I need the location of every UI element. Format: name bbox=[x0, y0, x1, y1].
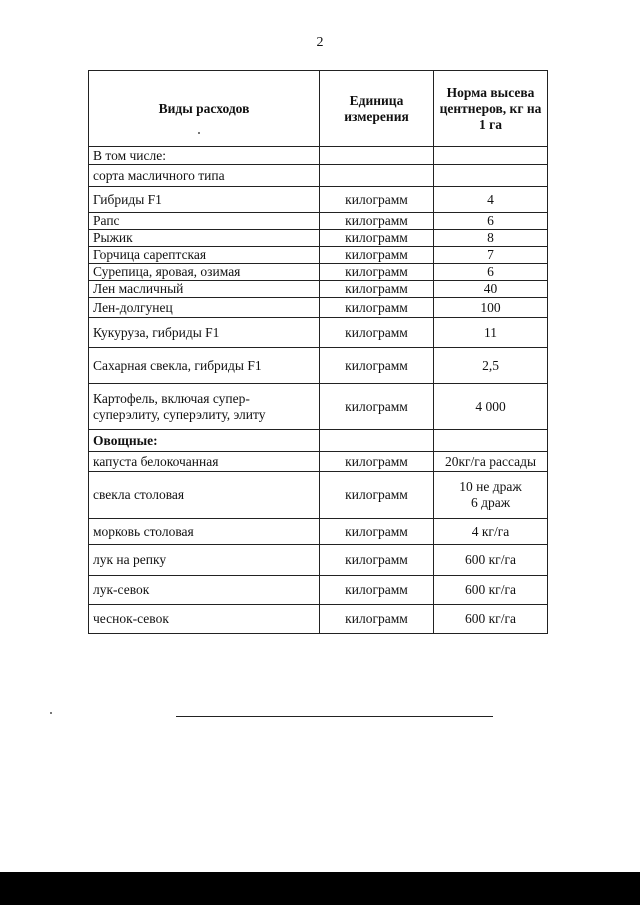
scan-speck bbox=[50, 712, 52, 714]
table-row bbox=[89, 165, 548, 187]
row-expense-type: сорта масличного типа bbox=[89, 165, 320, 187]
row-unit: килограмм bbox=[320, 213, 434, 230]
row-norm-value: 600 кг/га bbox=[434, 576, 548, 605]
row-unit: килограмм bbox=[320, 576, 434, 605]
row-norm-value: 6 bbox=[434, 213, 548, 230]
row-expense-type: Овощные: bbox=[89, 430, 320, 452]
row-unit: килограмм bbox=[320, 298, 434, 318]
table-row bbox=[89, 452, 548, 472]
row-unit bbox=[320, 430, 434, 452]
row-expense-type: лук-севок bbox=[89, 576, 320, 605]
row-norm-value: 6 bbox=[434, 264, 548, 281]
closing-divider bbox=[176, 716, 493, 717]
row-norm-value bbox=[434, 430, 548, 452]
row-expense-type: Лен масличный bbox=[89, 281, 320, 298]
row-expense-type: свекла столовая bbox=[89, 472, 320, 519]
row-unit: килограмм bbox=[320, 472, 434, 519]
row-expense-type: лук на репку bbox=[89, 545, 320, 576]
row-expense-type: Кукуруза, гибриды F1 bbox=[89, 318, 320, 348]
row-unit: килограмм bbox=[320, 452, 434, 472]
row-expense-type: Сахарная свекла, гибриды F1 bbox=[89, 348, 320, 384]
row-norm-value: 20кг/га рассады bbox=[434, 452, 548, 472]
row-norm-value: 4 bbox=[434, 187, 548, 213]
row-unit bbox=[320, 165, 434, 187]
table-row bbox=[89, 384, 548, 430]
table-header-row bbox=[89, 71, 548, 147]
row-expense-type: Рапс bbox=[89, 213, 320, 230]
row-unit bbox=[320, 147, 434, 165]
scan-speck bbox=[198, 132, 200, 134]
table-row bbox=[89, 187, 548, 213]
page-number: 2 bbox=[316, 35, 324, 50]
table-row bbox=[89, 318, 548, 348]
seeding-norms-table bbox=[88, 70, 548, 634]
row-norm-value: 10 не драж 6 драж bbox=[434, 472, 548, 519]
row-unit: килограмм bbox=[320, 264, 434, 281]
row-unit: килограмм bbox=[320, 348, 434, 384]
row-norm-value: 100 bbox=[434, 298, 548, 318]
header-unit: Единица измерения bbox=[320, 71, 434, 147]
header-expense-type: Виды расходов bbox=[89, 71, 320, 147]
row-unit: килограмм bbox=[320, 605, 434, 634]
row-unit: килограмм bbox=[320, 519, 434, 545]
row-norm-value: 4 кг/га bbox=[434, 519, 548, 545]
table-row bbox=[89, 298, 548, 318]
row-norm-value: 40 bbox=[434, 281, 548, 298]
table-row bbox=[89, 545, 548, 576]
table-row bbox=[89, 472, 548, 519]
table-row bbox=[89, 430, 548, 452]
header-norm: Норма высева центнеров, кг на 1 га bbox=[434, 71, 548, 147]
row-norm-value: 4 000 bbox=[434, 384, 548, 430]
row-expense-type: Сурепица, яровая, озимая bbox=[89, 264, 320, 281]
table-row bbox=[89, 147, 548, 165]
row-unit: килограмм bbox=[320, 187, 434, 213]
row-expense-type: Лен-долгунец bbox=[89, 298, 320, 318]
row-norm-value: 600 кг/га bbox=[434, 545, 548, 576]
table-row bbox=[89, 281, 548, 298]
row-norm-value: 7 bbox=[434, 247, 548, 264]
table-row bbox=[89, 247, 548, 264]
scan-edge-band bbox=[0, 872, 640, 905]
row-unit: килограмм bbox=[320, 545, 434, 576]
row-expense-type: чеснок-севок bbox=[89, 605, 320, 634]
row-norm-value: 8 bbox=[434, 230, 548, 247]
row-unit: килограмм bbox=[320, 281, 434, 298]
row-norm-value bbox=[434, 165, 548, 187]
row-unit: килограмм bbox=[320, 384, 434, 430]
row-unit: килограмм bbox=[320, 230, 434, 247]
table-row bbox=[89, 605, 548, 634]
row-norm-value: 600 кг/га bbox=[434, 605, 548, 634]
row-expense-type: Гибриды F1 bbox=[89, 187, 320, 213]
table-row bbox=[89, 519, 548, 545]
row-norm-value: 2,5 bbox=[434, 348, 548, 384]
row-norm-value: 11 bbox=[434, 318, 548, 348]
row-unit: килограмм bbox=[320, 247, 434, 264]
row-expense-type: Рыжик bbox=[89, 230, 320, 247]
row-norm-value bbox=[434, 147, 548, 165]
row-expense-type: Картофель, включая супер-суперэлиту, суперэлиту, элиту bbox=[89, 384, 320, 430]
table-row bbox=[89, 213, 548, 230]
row-expense-type: морковь столовая bbox=[89, 519, 320, 545]
row-unit: килограмм bbox=[320, 318, 434, 348]
table-row bbox=[89, 264, 548, 281]
row-expense-type: Горчица сарептская bbox=[89, 247, 320, 264]
row-expense-type: капуста белокочанная bbox=[89, 452, 320, 472]
table-row bbox=[89, 576, 548, 605]
table-row bbox=[89, 230, 548, 247]
table-row bbox=[89, 348, 548, 384]
row-expense-type: В том числе: bbox=[89, 147, 320, 165]
